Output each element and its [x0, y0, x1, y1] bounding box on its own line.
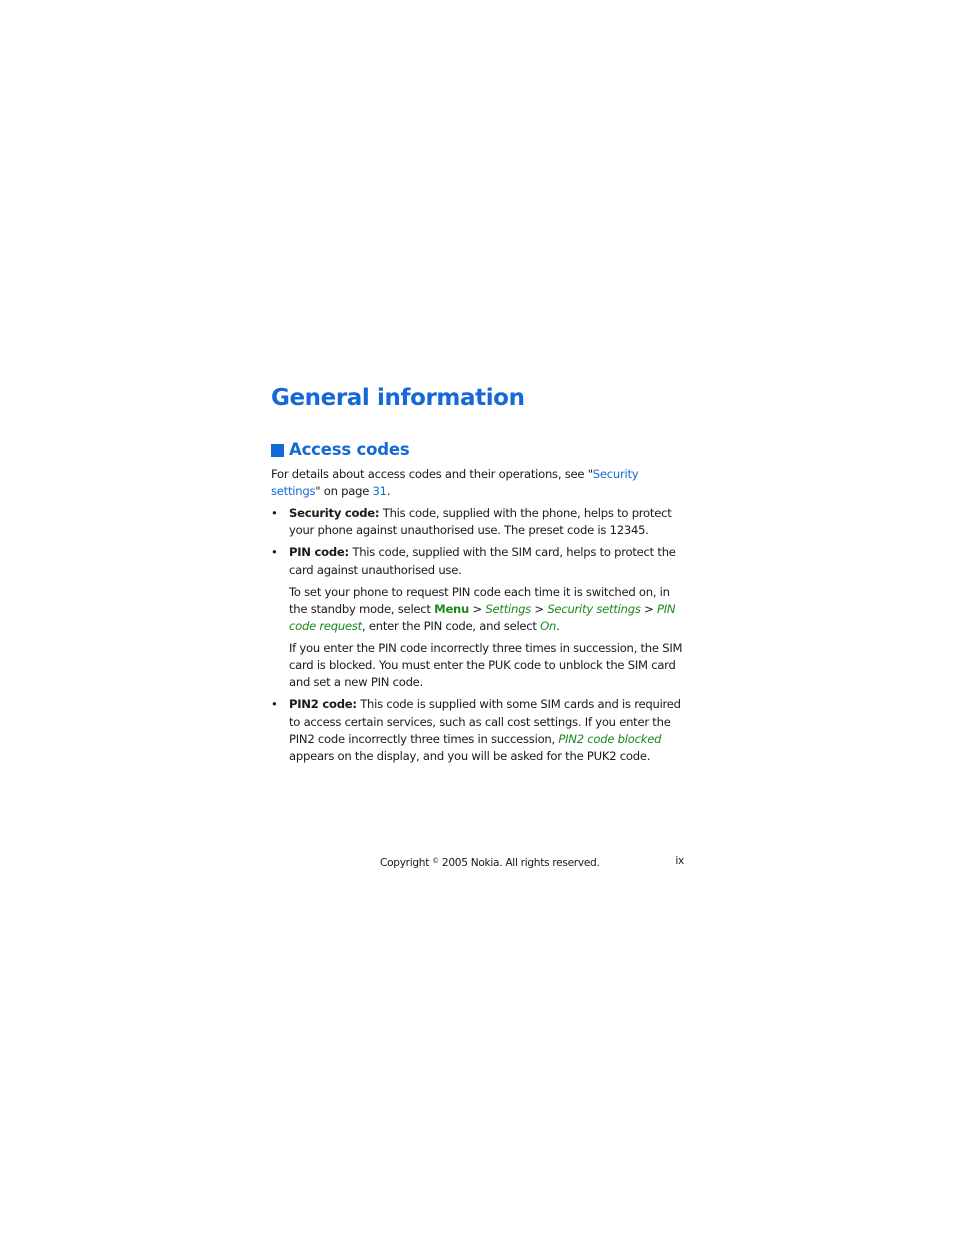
copyright-symbol: © [432, 857, 439, 865]
intro-paragraph [271, 466, 686, 500]
list-item-pin2-code [271, 696, 686, 765]
list-item-security-code [271, 505, 686, 539]
pin2-code-paragraph [289, 696, 686, 765]
copyright-text-1: Copyright [380, 857, 433, 869]
bullet-icon: • [271, 545, 278, 560]
path-separator: > [469, 601, 486, 616]
bullet-icon: • [271, 697, 278, 712]
pin2-code-text-2: appears on the display, and you will be asked for the PUK2 code. [289, 749, 651, 764]
bullet-icon: • [271, 506, 278, 521]
pin-request-paragraph [289, 584, 686, 636]
pin-request-text-1: To set your phone to request PIN code each time it is switched on, in the standby mode, select [289, 584, 670, 616]
access-codes-list [271, 505, 686, 765]
page-31-link[interactable]: 31 [372, 484, 387, 499]
pin-blocked-paragraph: If you enter the PIN code incorrectly three times in succession, the SIM card is blocked. You must enter the PUK code to unblock the SIM card and set a new PIN code. [289, 641, 683, 690]
pin-request-text-2: , enter the PIN code, and select [361, 619, 541, 634]
pin2-blocked-message: PIN2 code blocked [558, 731, 662, 746]
pin-code-paragraph [289, 544, 686, 578]
path-separator: > [640, 601, 657, 616]
security-code-term: Security code: [289, 506, 380, 521]
section-title: Access codes [289, 440, 410, 459]
path-separator: > [530, 601, 548, 616]
pin-request-text-3: . [556, 619, 560, 634]
square-bullet-icon [271, 444, 284, 457]
copyright-notice [380, 852, 600, 872]
menu-key-label: Menu [434, 601, 470, 616]
pin-code-term: PIN code: [289, 545, 349, 560]
pin2-code-term: PIN2 code: [289, 697, 357, 712]
pin-code-text: This code, supplied with the SIM card, helps to protect the card against unauthorised use. [289, 545, 676, 577]
intro-text-3: . [386, 484, 391, 499]
chapter-title: General information [271, 385, 525, 411]
security-settings-link[interactable]: Security settings [271, 467, 639, 499]
main-content [271, 380, 686, 765]
list-item-pin-code [271, 544, 686, 691]
intro-text-1: For details about access codes and their operations, see " [271, 467, 593, 481]
page-footer [271, 852, 684, 870]
intro-text-2: " on page [315, 484, 373, 499]
pin2-code-text-1: This code is supplied with some SIM cards and is required to access certain services, such as call cost settings. If you enter the PIN2 code incorrectly three times in succession, [289, 697, 681, 746]
page-number: ix [675, 855, 684, 867]
menu-path-settings: Settings [485, 601, 531, 616]
security-code-paragraph [289, 505, 686, 539]
security-code-text: This code, supplied with the phone, helps to protect your phone against unauthorised use. The preset code is 12345. [289, 506, 672, 538]
copyright-text-2: 2005 Nokia. All rights reserved. [438, 857, 600, 869]
menu-path-pin-code-request: PIN code request [289, 601, 676, 634]
menu-option-on: On [540, 619, 557, 634]
section-heading [271, 437, 686, 463]
menu-path-security-settings: Security settings [547, 601, 641, 616]
